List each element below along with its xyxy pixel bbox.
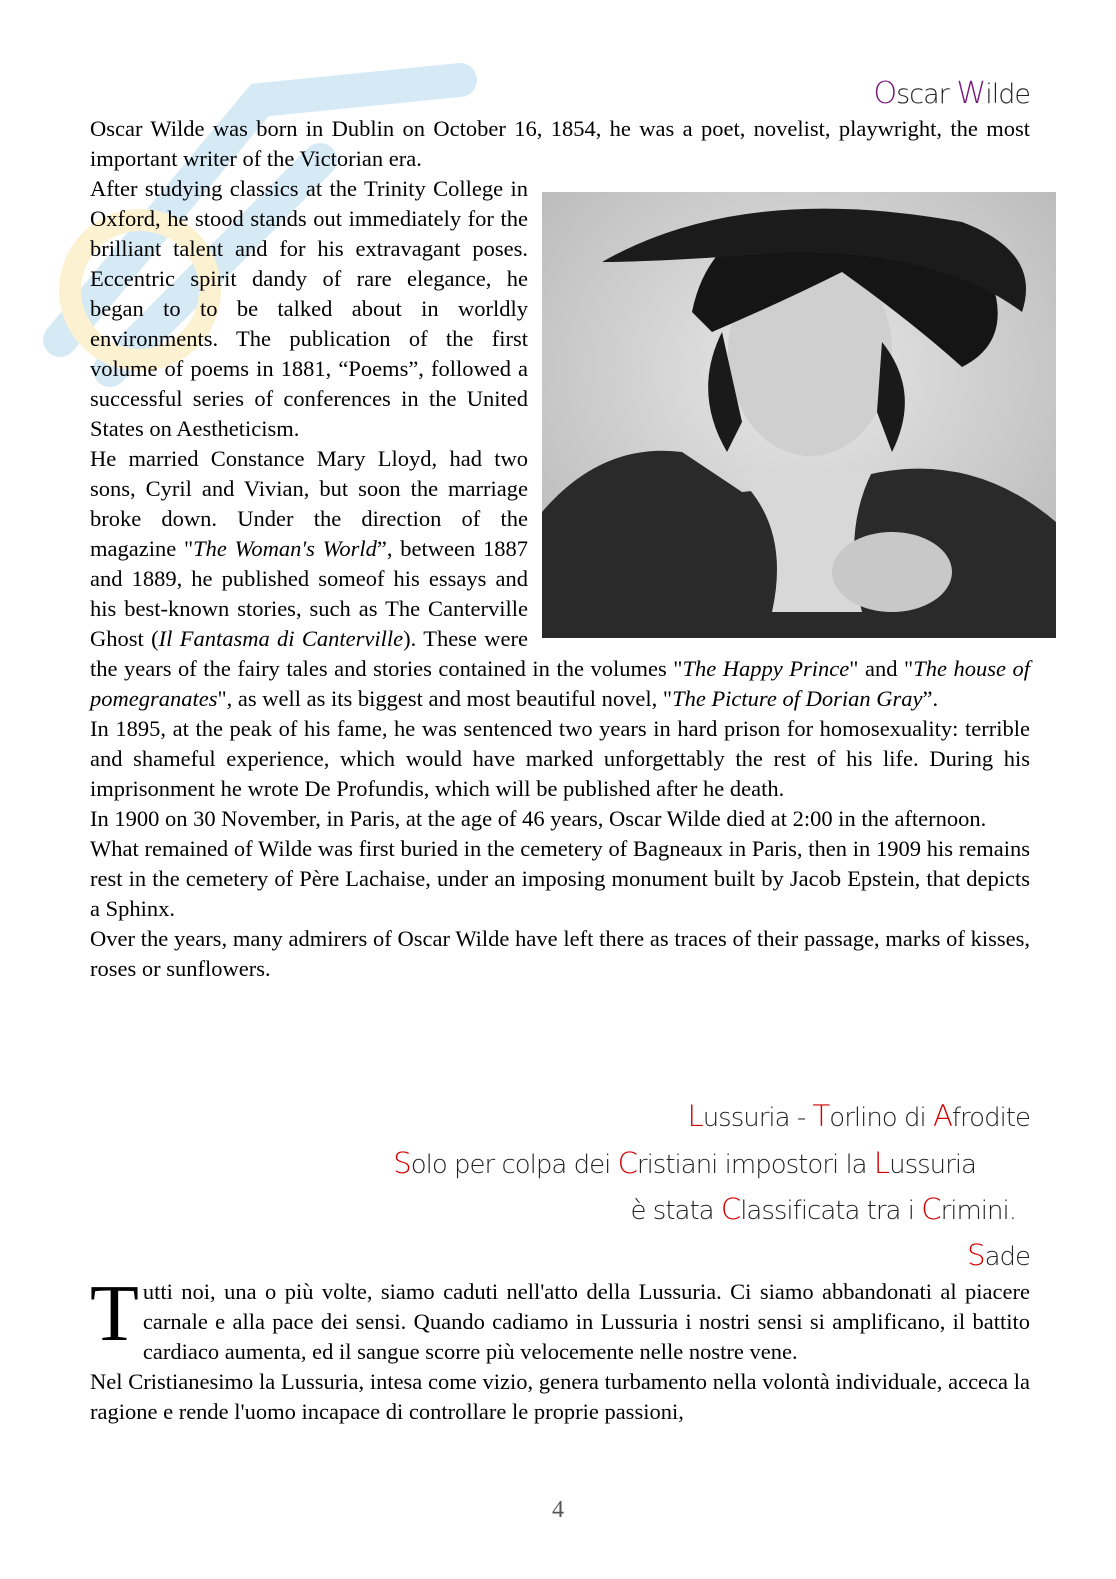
author-heading: Oscar Wilde <box>873 76 1030 111</box>
biography-text <box>90 114 1030 984</box>
drop-cap: T <box>90 1270 139 1358</box>
quote-author: Sade <box>967 1238 1030 1272</box>
bio-paragraph: Oscar Wilde was born in Dublin on October 16, 1854, he was a poet, novelist, playwright, the most important writer of the Victorian era. <box>90 116 1030 171</box>
bio-paragraph: After studying classics at the Trinity College in Oxford, he stood stands out immediately for the brilliant talent and for his extravagant poses. Eccentric spirit dandy of rare elegance, he began to to be talked about in worldly environments. The publication of the first volume of poems in 1881, “Poems”, followed a successful series of conferences in the United States on Aestheticism. <box>90 176 528 441</box>
bio-paragraph: In 1900 on 30 November, in Paris, at the age of 46 years, Oscar Wilde died at 2:00 in the afternoon. <box>90 806 987 831</box>
body-paragraph: Tutti noi, una o più volte, siamo caduti nell'atto della Lussuria. Ci siamo abbandonati al piacere carnale e alla pace dei sensi. Quando cadiamo in Lussuria i nostri sensi si amplificano, il battito cardiaco aumenta, ed il sangue scorre più velocemente nelle nostre vene. <box>90 1270 1030 1364</box>
bio-paragraph: He married Constance Mary Lloyd, had two sons, Cyril and Vivian, but soon the marriage broke down. Under the direction of the magazine "The Woman's World”, between 1887 and 1889, he published someof his essays and his best-known stories, such as The Canterville Ghost (Il Fantasma di Canterville). These were the years of the fairy tales and stories contained in the volumes "The Happy Prince" and "The house of pomegranates", as well as its biggest and most beautiful novel, "The Picture of Dorian Gray”. <box>90 446 1031 711</box>
quote-line-1: Solo per colpa dei Cristiani impostori la Lussuria <box>393 1146 976 1180</box>
section-title: Lussuria - Torlino di Afrodite <box>687 1099 1030 1133</box>
bio-paragraph: Over the years, many admirers of Oscar Wilde have left there as traces of their passage, marks of kisses, roses or sunflowers. <box>90 926 1030 981</box>
bio-paragraph: In 1895, at the peak of his fame, he was sentenced two years in hard prison for homosexuality: terrible and shameful experience, which would have marked unforgettably the rest of his life. During his imprisonment he wrote De Profundis, which will be published after he death. <box>90 716 1030 801</box>
bio-paragraph: What remained of Wilde was first buried in the cemetery of Bagneaux in Paris, then in 1909 his remains rest in the cemetery of Père Lachaise, under an imposing monument built by Jacob Epstein, that depicts a Sphinx. <box>90 836 1030 921</box>
oscar-wilde-portrait <box>542 192 1056 638</box>
lust-text <box>90 1270 1030 1427</box>
quote-line-2: è stata Classificata tra i Crimini. <box>630 1192 1016 1226</box>
page-number: 4 <box>552 1497 564 1523</box>
body-paragraph: Nel Cristianesimo la Lussuria, intesa come vizio, genera turbamento nella volontà individuale, acceca la ragione e rende l'uomo incapace di controllare le proprie passioni, <box>90 1369 1030 1424</box>
